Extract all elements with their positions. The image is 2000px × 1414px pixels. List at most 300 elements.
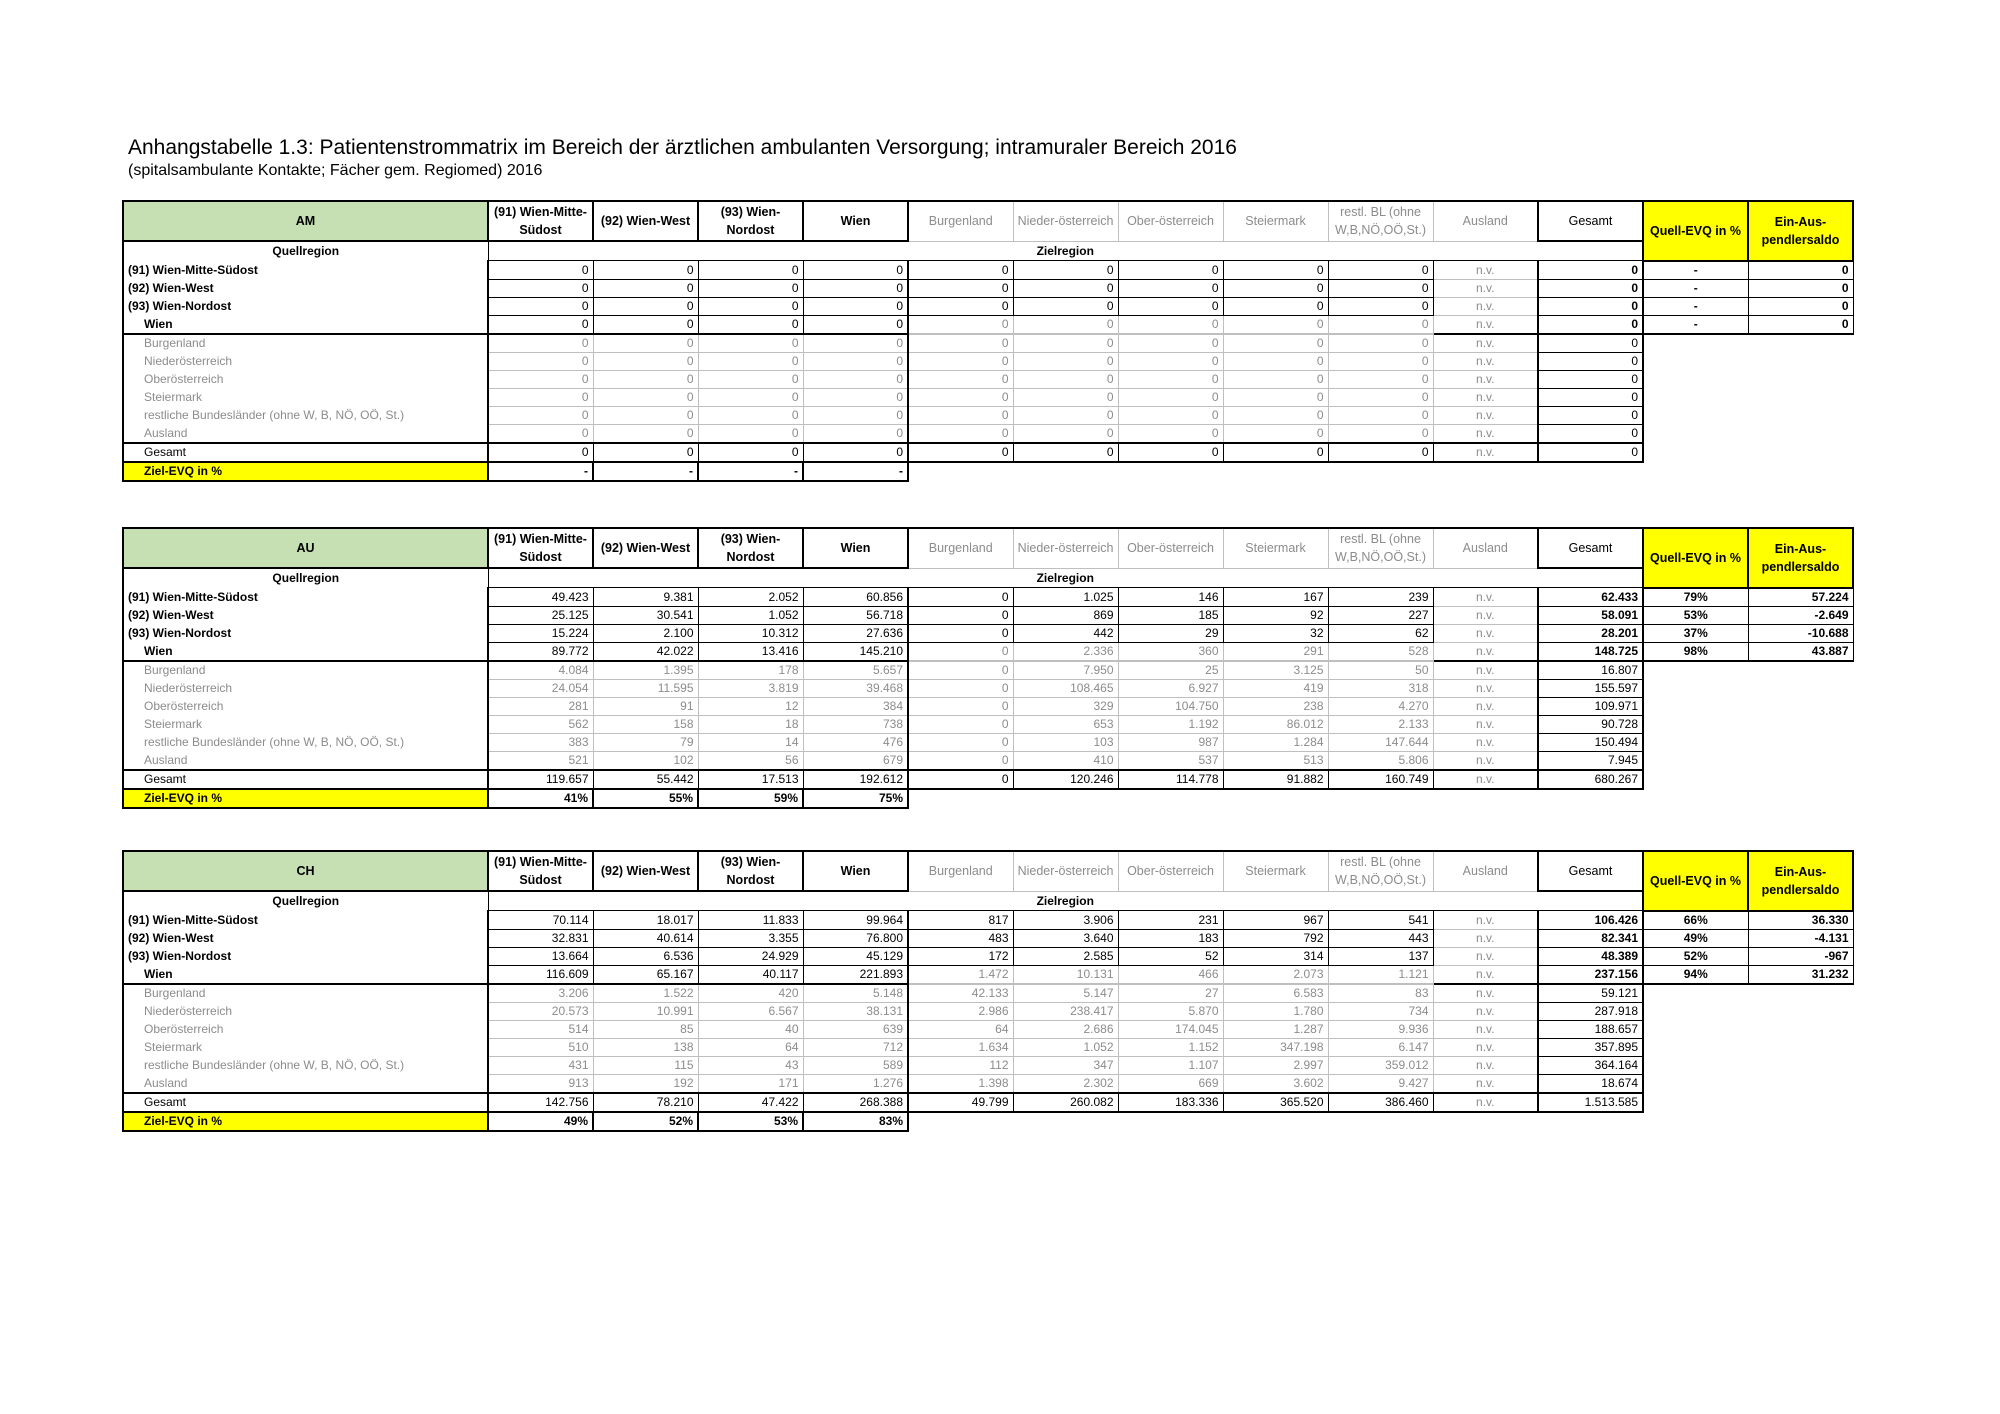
table-cell: 174.045 (1118, 1020, 1223, 1038)
table-cell: 0 (908, 642, 1013, 661)
table-cell: 192 (593, 1074, 698, 1093)
empty-cell (1643, 388, 1748, 406)
column-header: Ober-österreich (1118, 851, 1223, 891)
table-cell: 0 (1013, 261, 1118, 280)
table-cell: 0 (908, 624, 1013, 642)
table-cell: 109.971 (1538, 697, 1643, 715)
table-cell: 0 (593, 315, 698, 334)
empty-cell (1223, 789, 1328, 808)
table-cell: 260.082 (1013, 1093, 1118, 1112)
empty-cell (1433, 789, 1538, 808)
table-cell: 2.100 (593, 624, 698, 642)
table-cell: 146 (1118, 588, 1223, 607)
column-header: Burgenland (908, 851, 1013, 891)
empty-cell (1748, 1093, 1853, 1112)
table-cell: 91.882 (1223, 770, 1328, 789)
table-cell: n.v. (1433, 388, 1538, 406)
table-cell: 1.052 (698, 606, 803, 624)
table-cell: 1.192 (1118, 715, 1223, 733)
table-cell: 64 (698, 1038, 803, 1056)
table-cell: 32 (1223, 624, 1328, 642)
table-cell: 18 (698, 715, 803, 733)
table-row (123, 424, 1853, 443)
table-cell: n.v. (1433, 624, 1538, 642)
table-cell: 38.131 (803, 1002, 908, 1020)
table-cell: 0 (1118, 334, 1223, 353)
table-cell: 0 (908, 443, 1013, 462)
table-cell: 0 (908, 751, 1013, 770)
table-cell: 669 (1118, 1074, 1223, 1093)
table-cell: 1.052 (1013, 1038, 1118, 1056)
table-cell: 0 (1013, 315, 1118, 334)
table-cell: 0 (1118, 388, 1223, 406)
table-cell: 365.520 (1223, 1093, 1328, 1112)
table-cell: 0 (1223, 388, 1328, 406)
table-cell: 6.583 (1223, 984, 1328, 1003)
table-cell: 0 (1118, 279, 1223, 297)
table-cell: 188.657 (1538, 1020, 1643, 1038)
table-cell: 419 (1223, 679, 1328, 697)
empty-cell (1643, 462, 1748, 481)
table-cell: 0 (698, 388, 803, 406)
row-label: (92) Wien-West (123, 279, 488, 297)
table-cell: n.v. (1433, 661, 1538, 680)
table-cell: 0 (1538, 406, 1643, 424)
table-cell: 410 (1013, 751, 1118, 770)
table-cell: 0 (803, 406, 908, 424)
empty-cell (1118, 789, 1223, 808)
table-cell: 0 (908, 370, 1013, 388)
table-cell: 148.725 (1538, 642, 1643, 661)
table-cell: 386.460 (1328, 1093, 1433, 1112)
table-cell: 0 (908, 315, 1013, 334)
table-row (123, 370, 1853, 388)
column-header: Ausland (1433, 201, 1538, 241)
table-cell: 59.121 (1538, 984, 1643, 1003)
saldo-header: Ein-Aus-pendlersaldo (1748, 851, 1853, 911)
table-cell: 1.121 (1328, 965, 1433, 984)
table-cell: 2.302 (1013, 1074, 1118, 1093)
table-cell: 14 (698, 733, 803, 751)
empty-cell (1013, 789, 1118, 808)
quell-evq-cell: 79% (1643, 588, 1748, 607)
table-cell: 466 (1118, 965, 1223, 984)
quell-evq-cell: 53% (1643, 606, 1748, 624)
column-header: restl. BL (ohne W,B,NÖ,OÖ,St.) (1328, 851, 1433, 891)
ziel-evq-cell: 53% (698, 1112, 803, 1131)
heading (128, 135, 1237, 181)
column-header: Wien (803, 851, 908, 891)
table-cell: 0 (1328, 352, 1433, 370)
table-cell: 2.997 (1223, 1056, 1328, 1074)
empty-cell (1643, 751, 1748, 770)
empty-cell (1643, 370, 1748, 388)
row-label: Burgenland (123, 661, 488, 680)
row-label: (93) Wien-Nordost (123, 624, 488, 642)
table-cell: 1.287 (1223, 1020, 1328, 1038)
ziel-evq-label: Ziel-EVQ in % (123, 1112, 488, 1131)
table-cell: 360 (1118, 642, 1223, 661)
row-label: Ausland (123, 424, 488, 443)
table-cell: 9.936 (1328, 1020, 1433, 1038)
table-cell: 0 (1328, 370, 1433, 388)
table-cell: 0 (1328, 334, 1433, 353)
table-cell: 119.657 (488, 770, 593, 789)
column-header: Wien (803, 201, 908, 241)
table-cell: 653 (1013, 715, 1118, 733)
table-cell: 55.442 (593, 770, 698, 789)
empty-cell (908, 1112, 1013, 1131)
empty-cell (1643, 1020, 1748, 1038)
table-cell: 0 (1013, 297, 1118, 315)
table-cell: 82.341 (1538, 929, 1643, 947)
table-cell: 24.054 (488, 679, 593, 697)
table-cell: 318 (1328, 679, 1433, 697)
empty-cell (1643, 984, 1748, 1003)
table-cell: 0 (1328, 443, 1433, 462)
table-cell: 17.513 (698, 770, 803, 789)
table-cell: 0 (908, 352, 1013, 370)
zielregion-label: Zielregion (488, 568, 1643, 588)
table-cell: 0 (908, 770, 1013, 789)
table-cell: n.v. (1433, 443, 1538, 462)
table-row (123, 388, 1853, 406)
table-cell: 2.073 (1223, 965, 1328, 984)
table-cell: 76.800 (803, 929, 908, 947)
table-cell: 0 (1118, 370, 1223, 388)
table-row (123, 406, 1853, 424)
table-cell: 5.148 (803, 984, 908, 1003)
table-cell: 13.416 (698, 642, 803, 661)
table-cell: 172 (908, 947, 1013, 965)
table-cell: 27.636 (803, 624, 908, 642)
empty-cell (1223, 1112, 1328, 1131)
table-cell: 5.806 (1328, 751, 1433, 770)
table-cell: 106.426 (1538, 911, 1643, 930)
table-cell: 0 (803, 315, 908, 334)
table-cell: 231 (1118, 911, 1223, 930)
row-label: Gesamt (123, 770, 488, 789)
row-label: Oberösterreich (123, 370, 488, 388)
saldo-cell: 0 (1748, 297, 1853, 315)
column-header: Gesamt (1538, 201, 1643, 241)
table-cell: 0 (1538, 334, 1643, 353)
table-cell: 0 (803, 334, 908, 353)
table-cell: 138 (593, 1038, 698, 1056)
page-title: Anhangstabelle 1.3: Patientenstrommatrix im Bereich der ärztlichen ambulanten Versorgung; intramuraler Bereich 2016 (128, 136, 1237, 159)
table-cell: 2.585 (1013, 947, 1118, 965)
table-cell: 0 (1538, 261, 1643, 280)
table-cell: 0 (1118, 443, 1223, 462)
row-label: restliche Bundesländer (ohne W, B, NÖ, OÖ, St.) (123, 406, 488, 424)
table-cell: 120.246 (1013, 770, 1118, 789)
saldo-cell: -967 (1748, 947, 1853, 965)
row-label: Burgenland (123, 334, 488, 353)
table-row (123, 606, 1853, 624)
ziel-evq-cell: - (698, 462, 803, 481)
table-cell: 0 (908, 334, 1013, 353)
table-cell: 1.107 (1118, 1056, 1223, 1074)
row-label: restliche Bundesländer (ohne W, B, NÖ, OÖ, St.) (123, 733, 488, 751)
table-cell: 817 (908, 911, 1013, 930)
column-header: Nieder-österreich (1013, 851, 1118, 891)
table-cell: n.v. (1433, 715, 1538, 733)
table-cell: 364.164 (1538, 1056, 1643, 1074)
row-label: (91) Wien-Mitte-Südost (123, 911, 488, 930)
empty-cell (1643, 1002, 1748, 1020)
column-header: (93) Wien-Nordost (698, 201, 803, 241)
table-cell: 0 (698, 443, 803, 462)
table-cell: 0 (908, 588, 1013, 607)
table-cell: 40 (698, 1020, 803, 1038)
empty-cell (1748, 715, 1853, 733)
table-cell: n.v. (1433, 733, 1538, 751)
table-cell: 30.541 (593, 606, 698, 624)
patient-flow-table (122, 527, 1854, 809)
table-cell: 0 (803, 279, 908, 297)
table-cell: 43 (698, 1056, 803, 1074)
saldo-cell: 31.232 (1748, 965, 1853, 984)
table-row (123, 661, 1853, 680)
table-row (123, 770, 1853, 789)
table-cell: 112 (908, 1056, 1013, 1074)
empty-cell (1748, 334, 1853, 353)
table-cell: 562 (488, 715, 593, 733)
table-cell: 0 (593, 261, 698, 280)
empty-cell (1748, 443, 1853, 462)
column-header: Nieder-österreich (1013, 201, 1118, 241)
saldo-header: Ein-Aus-pendlersaldo (1748, 528, 1853, 588)
table-cell: 0 (803, 424, 908, 443)
empty-cell (1748, 770, 1853, 789)
empty-cell (1643, 443, 1748, 462)
row-label: Gesamt (123, 1093, 488, 1112)
table-cell: 3.906 (1013, 911, 1118, 930)
empty-cell (1013, 462, 1118, 481)
table-cell: n.v. (1433, 424, 1538, 443)
table-cell: 1.276 (803, 1074, 908, 1093)
table-cell: 1.522 (593, 984, 698, 1003)
table-cell: 92 (1223, 606, 1328, 624)
table-cell: 0 (1118, 424, 1223, 443)
table-row (123, 588, 1853, 607)
row-label: Wien (123, 315, 488, 334)
table-cell: 147.644 (1328, 733, 1433, 751)
empty-cell (908, 462, 1013, 481)
table-cell: 541 (1328, 911, 1433, 930)
row-label: Oberösterreich (123, 697, 488, 715)
empty-cell (1433, 1112, 1538, 1131)
row-label: Wien (123, 642, 488, 661)
column-header: (92) Wien-West (593, 528, 698, 568)
table-cell: 0 (488, 443, 593, 462)
ziel-evq-cell: 59% (698, 789, 803, 808)
table-cell: 0 (1223, 261, 1328, 280)
table-cell: 0 (488, 406, 593, 424)
table-cell: 0 (908, 661, 1013, 680)
empty-cell (1643, 1093, 1748, 1112)
table-row (123, 697, 1853, 715)
column-header: Ausland (1433, 528, 1538, 568)
table-cell: n.v. (1433, 1093, 1538, 1112)
column-header: (91) Wien-Mitte-Südost (488, 851, 593, 891)
table-cell: 2.336 (1013, 642, 1118, 661)
table-cell: 20.573 (488, 1002, 593, 1020)
table-cell: 155.597 (1538, 679, 1643, 697)
empty-cell (1748, 370, 1853, 388)
empty-cell (1328, 462, 1433, 481)
table-cell: 347 (1013, 1056, 1118, 1074)
table-cell: 0 (698, 297, 803, 315)
table-cell: 0 (803, 261, 908, 280)
column-header: (91) Wien-Mitte-Südost (488, 528, 593, 568)
table-cell: 537 (1118, 751, 1223, 770)
table-cell: n.v. (1433, 911, 1538, 930)
table-cell: 0 (593, 352, 698, 370)
column-header: Wien (803, 528, 908, 568)
table-cell: 0 (908, 388, 1013, 406)
row-label: Niederösterreich (123, 352, 488, 370)
ziel-evq-label: Ziel-EVQ in % (123, 462, 488, 481)
row-label: (91) Wien-Mitte-Südost (123, 588, 488, 607)
table-cell: 18.674 (1538, 1074, 1643, 1093)
table-cell: 32.831 (488, 929, 593, 947)
table-cell: 0 (908, 279, 1013, 297)
table-cell: 60.856 (803, 588, 908, 607)
table-cell: 0 (908, 406, 1013, 424)
table-cell: 115 (593, 1056, 698, 1074)
table-cell: 0 (1538, 370, 1643, 388)
quellregion-label: Quellregion (123, 891, 488, 911)
table-cell: 65.167 (593, 965, 698, 984)
table-cell: 62 (1328, 624, 1433, 642)
table-cell: 62.433 (1538, 588, 1643, 607)
table-cell: 442 (1013, 624, 1118, 642)
empty-cell (908, 789, 1013, 808)
row-label: Steiermark (123, 715, 488, 733)
row-label: Ausland (123, 751, 488, 770)
column-header: (93) Wien-Nordost (698, 528, 803, 568)
table-cell: 0 (908, 679, 1013, 697)
ziel-evq-cell: - (803, 462, 908, 481)
empty-cell (1538, 789, 1643, 808)
table-cell: 1.634 (908, 1038, 1013, 1056)
table-cell: 42.133 (908, 984, 1013, 1003)
table-cell: 2.133 (1328, 715, 1433, 733)
table-cell: n.v. (1433, 1038, 1538, 1056)
table-row (123, 1020, 1853, 1038)
ziel-evq-cell: 75% (803, 789, 908, 808)
table-cell: 7.945 (1538, 751, 1643, 770)
quell-evq-cell: - (1643, 279, 1748, 297)
column-header: Nieder-österreich (1013, 528, 1118, 568)
table-cell: 0 (698, 315, 803, 334)
empty-cell (1748, 388, 1853, 406)
empty-cell (1748, 984, 1853, 1003)
table-cell: 0 (593, 370, 698, 388)
table-cell: 0 (1223, 424, 1328, 443)
table-cell: 291 (1223, 642, 1328, 661)
table-cell: 102 (593, 751, 698, 770)
table-cell: 513 (1223, 751, 1328, 770)
table-cell: 0 (1223, 406, 1328, 424)
table-cell: 11.595 (593, 679, 698, 697)
table-cell: 384 (803, 697, 908, 715)
table-cell: 0 (488, 315, 593, 334)
table-cell: 78.210 (593, 1093, 698, 1112)
table-cell: 0 (1328, 297, 1433, 315)
empty-cell (1748, 1020, 1853, 1038)
quell-evq-header: Quell-EVQ in % (1643, 201, 1748, 261)
table-cell: 2.052 (698, 588, 803, 607)
table-cell: 0 (1118, 406, 1223, 424)
empty-cell (1643, 334, 1748, 353)
empty-cell (1643, 733, 1748, 751)
empty-cell (1223, 462, 1328, 481)
table-cell: 9.381 (593, 588, 698, 607)
row-label: Steiermark (123, 1038, 488, 1056)
table-cell: 28.201 (1538, 624, 1643, 642)
table-cell: 0 (593, 388, 698, 406)
table-cell: 0 (908, 424, 1013, 443)
row-label: Niederösterreich (123, 679, 488, 697)
ziel-evq-row (123, 789, 1853, 808)
table-cell: 24.929 (698, 947, 803, 965)
table-cell: 0 (593, 297, 698, 315)
table-row (123, 624, 1853, 642)
row-label: (92) Wien-West (123, 929, 488, 947)
table-cell: 0 (488, 334, 593, 353)
table-cell: 0 (1013, 352, 1118, 370)
table-cell: 238.417 (1013, 1002, 1118, 1020)
table-cell: 0 (698, 424, 803, 443)
row-label: (93) Wien-Nordost (123, 947, 488, 965)
table-cell: n.v. (1433, 406, 1538, 424)
table-cell: 0 (1328, 388, 1433, 406)
table-cell: 0 (1118, 315, 1223, 334)
table-row (123, 715, 1853, 733)
empty-cell (1328, 789, 1433, 808)
table-row (123, 315, 1853, 334)
table-row (123, 1038, 1853, 1056)
table-cell: 6.567 (698, 1002, 803, 1020)
page-subtitle: (spitalsambulante Kontakte; Fächer gem. Regiomed) 2016 (128, 162, 543, 179)
table-cell: 160.749 (1328, 770, 1433, 789)
column-header: (91) Wien-Mitte-Südost (488, 201, 593, 241)
table-cell: n.v. (1433, 606, 1538, 624)
table-cell: 0 (488, 297, 593, 315)
quell-evq-cell: 49% (1643, 929, 1748, 947)
table-cell: 639 (803, 1020, 908, 1038)
block-label: AM (123, 201, 488, 241)
table-cell: 18.017 (593, 911, 698, 930)
table-cell: 48.389 (1538, 947, 1643, 965)
table-cell: 64 (908, 1020, 1013, 1038)
empty-cell (1643, 352, 1748, 370)
table-cell: 4.270 (1328, 697, 1433, 715)
table-cell: 91 (593, 697, 698, 715)
table-cell: 5.657 (803, 661, 908, 680)
table-row (123, 1074, 1853, 1093)
table-cell: 0 (1328, 406, 1433, 424)
table-cell: 0 (488, 261, 593, 280)
table-cell: 0 (1223, 334, 1328, 353)
table-cell: 3.640 (1013, 929, 1118, 947)
table-row (123, 642, 1853, 661)
table-row (123, 297, 1853, 315)
table-cell: 738 (803, 715, 908, 733)
table-row (123, 334, 1853, 353)
